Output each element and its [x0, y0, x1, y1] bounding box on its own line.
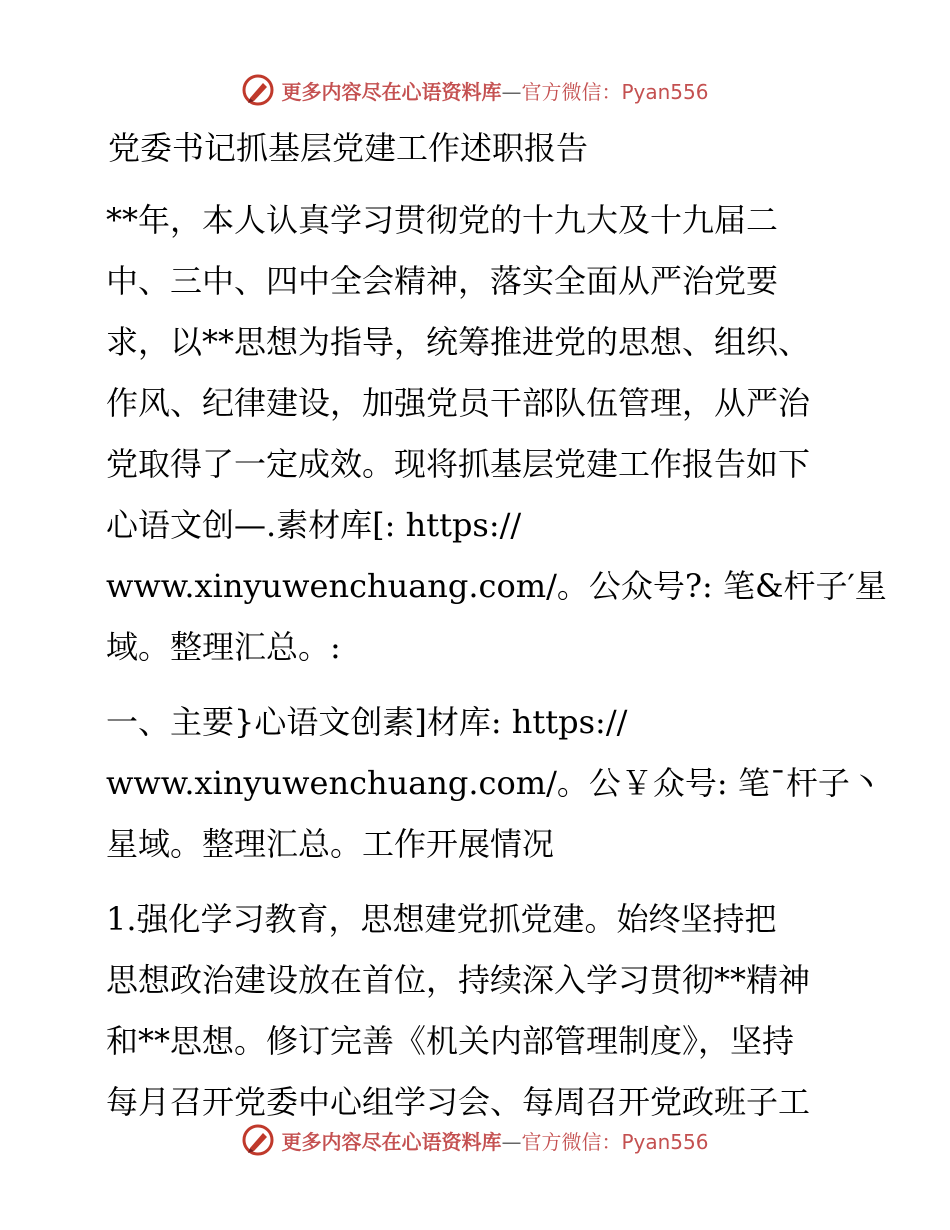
watermark-dash: — [501, 1129, 522, 1154]
watermark-main-text: 更多内容尽在心语资料库 [281, 1129, 502, 1154]
text-line: 和**思想。修订完善《机关内部管理制度》，坚持 [106, 1022, 795, 1060]
text-line: 求，以**思想为指导，统筹推进党的思想、组织、 [106, 323, 811, 361]
paragraph-intro [98, 190, 887, 678]
watermark-content [241, 1123, 708, 1157]
watermark-main-text: 更多内容尽在心语资料库 [281, 79, 502, 104]
header-watermark-banner [0, 70, 950, 110]
pen-logo-icon [241, 1123, 275, 1157]
text-line: 每月召开党委中心组学习会、每周召开党政班子工 [106, 1083, 811, 1121]
text-line: 1.强化学习教育，思想建党抓党建。始终坚持把 [106, 900, 777, 938]
text-line: 心语文创—.素材库[: https:// [106, 506, 522, 544]
text-line: 作风、纪律建设，加强党员干部队伍管理，从严治 [106, 384, 811, 422]
text-line: **年，本人认真学习贯彻党的十九大及十九届二 [106, 201, 779, 239]
text-line: 域。整理汇总。: [106, 628, 341, 666]
text-line: 党取得了一定成效。现将抓基层党建工作报告如下 [106, 445, 811, 483]
document-title: 党委书记抓基层党建工作述职报告 [108, 129, 589, 167]
text-line: 星域。整理汇总。工作开展情况 [106, 825, 555, 863]
paragraph-item-1 [98, 889, 858, 1133]
watermark-text [281, 1126, 708, 1155]
watermark-contact-text: 官方微信：Pyan556 [521, 1129, 709, 1154]
watermark-contact-text: 官方微信：Pyan556 [521, 79, 709, 104]
paragraph-section-heading [98, 692, 882, 875]
text-line: 一、主要}心语文创素]材库: https:// [106, 703, 628, 741]
text-line: 思想政治建设放在首位，持续深入学习贯彻**精神 [106, 961, 811, 999]
text-line: www.xinyuwenchuang.com/。公众号?: 笔&杆子′星 [106, 567, 887, 605]
text-line: 中、三中、四中全会精神，落实全面从严治党要 [106, 262, 779, 300]
document-body [98, 190, 887, 1147]
text-line: www.xinyuwenchuang.com/。公￥众号: 笔¯杆子丶 [106, 764, 882, 802]
watermark-content [241, 73, 708, 107]
pen-logo-icon [241, 73, 275, 107]
footer-watermark-banner [0, 1120, 950, 1160]
watermark-dash: — [501, 79, 522, 104]
watermark-text [281, 76, 708, 105]
